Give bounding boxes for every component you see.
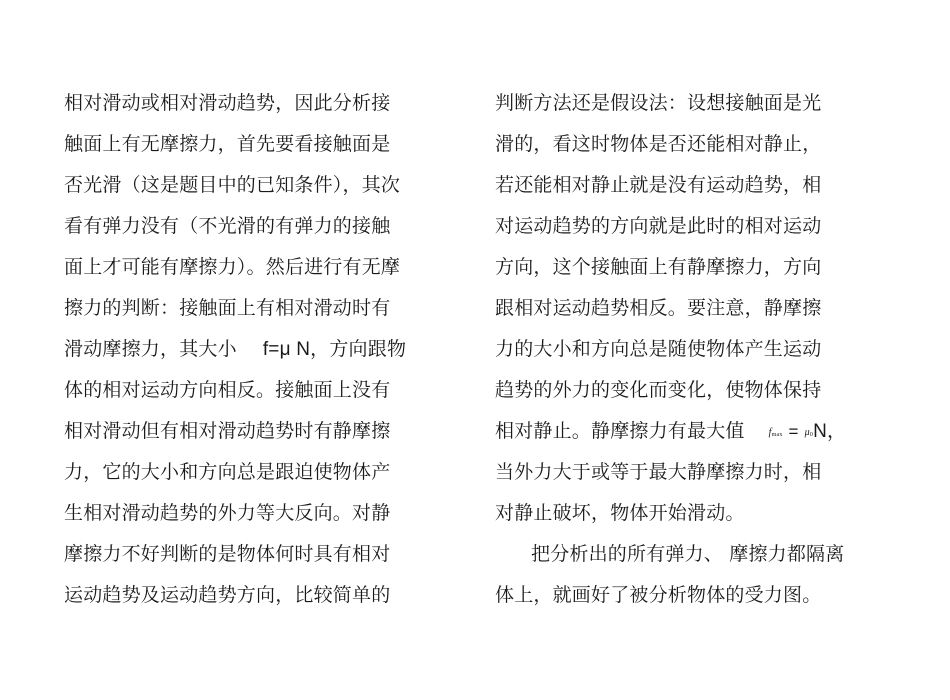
text-line: 对静止破坏，物体开始滑动。 [495, 502, 745, 524]
text-line: 体的相对运动方向相反。接触面上没有 [64, 379, 391, 401]
text-line: 面上才可能有摩擦力）。然后进行有无摩 [64, 256, 401, 278]
text-line: 运动趋势及运动趋势方向，比较简单的 [64, 584, 391, 606]
text-line: 力，它的大小和方向总是跟迫使物体产 [64, 461, 391, 483]
text-line: 判断方法还是假设法：设想接触面是光 [495, 92, 822, 114]
text-line: 相对滑动但有相对滑动趋势时有静摩擦 [64, 420, 391, 442]
text-line: 摩擦力不好判断的是物体何时具有相对 [64, 543, 391, 565]
text-span: ，方向跟物 [310, 338, 407, 360]
text-line: 否光滑（这是题目中的已知条件），其次 [64, 174, 401, 196]
text-line-with-formula: 相对静止。静摩擦力有最大值 fmax = μ0N， [495, 420, 847, 442]
friction-formula: f=μ N [262, 339, 311, 360]
left-column [64, 85, 464, 618]
text-line-with-formula [64, 331, 464, 372]
text-line: 趋势的外力的变化而变化，使物体保持 [495, 379, 822, 401]
text-line-indented: 把分析出的所有弹力、 摩擦力都隔离 [531, 543, 845, 565]
text-span: 滑动摩擦力，其大小 [64, 338, 237, 360]
text-span: 相对静止。静摩擦力有最大值 [495, 420, 745, 442]
text-line: 滑的，看这时物体是否还能相对静止， [495, 133, 822, 155]
text-line: 当外力大于或等于最大静摩擦力时，相 [495, 461, 822, 483]
max-static-friction-formula: fmax [768, 427, 783, 438]
text-line: 若还能相对静止就是没有运动趋势，相 [495, 174, 822, 196]
text-line: 相对滑动或相对滑动趋势，因此分析接 [64, 92, 391, 114]
text-line: 体上，就画好了被分析物体的受力图。 [495, 584, 822, 606]
text-line: 对运动趋势的方向就是此时的相对运动 [495, 215, 822, 237]
text-line: 力的大小和方向总是随使物体产生运动 [495, 338, 822, 360]
text-line: 生相对滑动趋势的外力等大反向。对静 [64, 502, 391, 524]
text-line: 跟相对运动趋势相反。要注意，静摩擦 [495, 297, 822, 319]
text-line: 擦力的判断：接触面上有相对滑动时有 [64, 297, 391, 319]
text-line: 看有弹力没有（不光滑的有弹力的接触 [64, 215, 391, 237]
right-column [495, 85, 895, 618]
text-line: 方向，这个接触面上有静摩擦力，方向 [495, 256, 822, 278]
text-line: 触面上有无摩擦力，首先要看接触面是 [64, 133, 391, 155]
